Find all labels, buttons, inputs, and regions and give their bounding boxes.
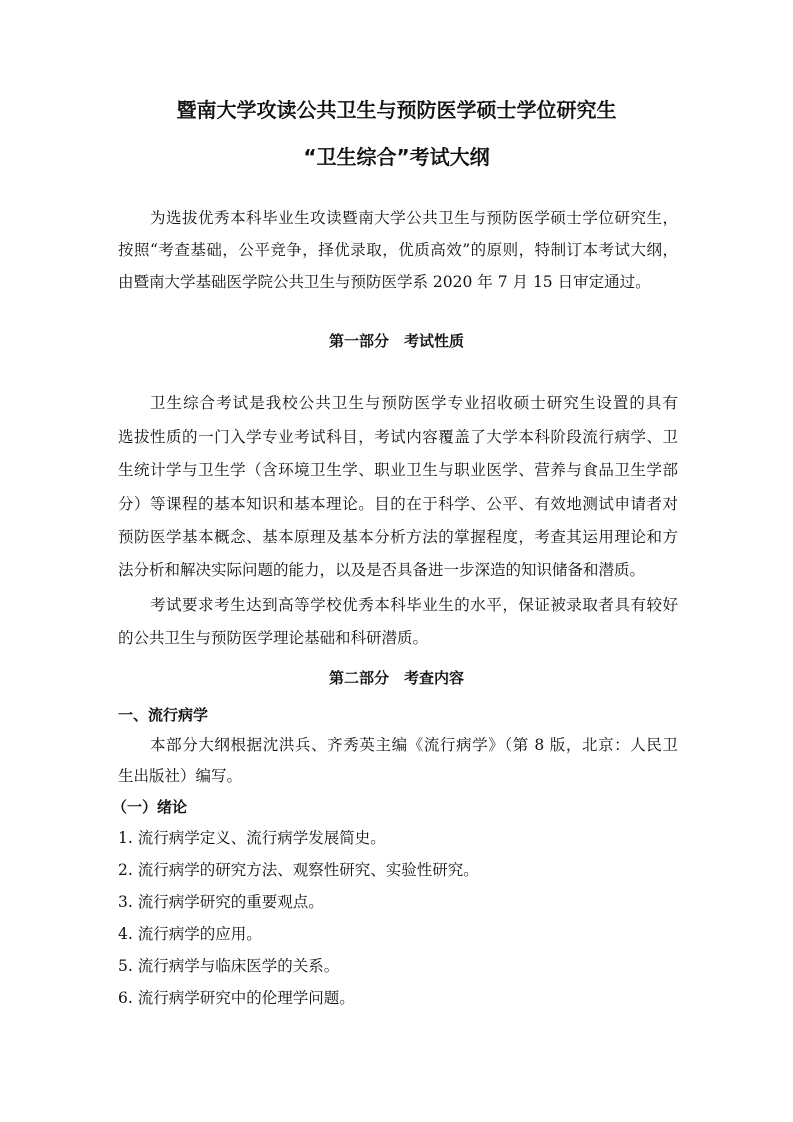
intro-line: 按照“考查基础，公平竞争，择优录取，优质高效”的原则，特制订本考试大纲， <box>118 241 678 259</box>
part1-para1-line: 选拔性质的一门入学专业考试科目，考试内容覆盖了大学本科阶段流行病学、卫 <box>118 428 678 446</box>
part1-heading: 第一部分 考试性质 <box>328 332 464 350</box>
section1-para-line: 生出版社）编写。 <box>118 767 243 785</box>
doc-title-line2: “卫生综合”考试大纲 <box>303 145 490 169</box>
list-item: 3. 流行病学研究的重要观点。 <box>118 893 324 911</box>
intro-line: 由暨南大学基础医学院公共卫生与预防医学系 2020 年 7 月 15 日审定通过。 <box>118 273 651 291</box>
intro-line: 为选拔优秀本科毕业生攻读暨南大学公共卫生与预防医学硕士学位研究生， <box>150 209 678 227</box>
list-item: 2. 流行病学的研究方法、观察性研究、实验性研究。 <box>118 861 479 879</box>
part1-para1-line: 生统计学与卫生学（含环境卫生学、职业卫生与职业医学、营养与食品卫生学部 <box>118 461 678 479</box>
list-item: 5. 流行病学与临床医学的关系。 <box>118 957 340 975</box>
part1-para1-line: 预防医学基本概念、基本原理及基本分析方法的掌握程度，考查其运用理论和方 <box>118 528 678 546</box>
part1-para2-line: 的公共卫生与预防医学理论基础和科研潜质。 <box>118 629 429 647</box>
list-item: 6. 流行病学研究中的伦理学问题。 <box>118 989 355 1007</box>
part1-para1-line: 分）等课程的基本知识和基本理论。目的在于科学、公平、有效地测试申请者对 <box>118 495 678 513</box>
doc-title-line1: 暨南大学攻读公共卫生与预防医学硕士学位研究生 <box>176 98 617 122</box>
part1-para1-line: 卫生综合考试是我校公共卫生与预防医学专业招收硕士研究生设置的具有 <box>150 394 678 412</box>
list-item: 1. 流行病学定义、流行病学发展简史。 <box>118 829 386 847</box>
part2-heading: 第二部分 考查内容 <box>328 669 464 687</box>
section1-para-line: 本部分大纲根据沈洪兵、齐秀英主编《流行病学》（第 8 版，北京：人民卫 <box>150 736 678 754</box>
part1-para2-line: 考试要求考生达到高等学校优秀本科毕业生的水平，保证被录取者具有较好 <box>150 596 678 614</box>
sub1-heading: （一）绪论 <box>112 798 188 816</box>
section1-heading: 一、流行病学 <box>118 706 209 724</box>
list-item: 4. 流行病学的应用。 <box>118 925 262 943</box>
part1-para1-line: 法分析和解决实际问题的能力，以及是否具备进一步深造的知识储备和潜质。 <box>118 561 646 579</box>
